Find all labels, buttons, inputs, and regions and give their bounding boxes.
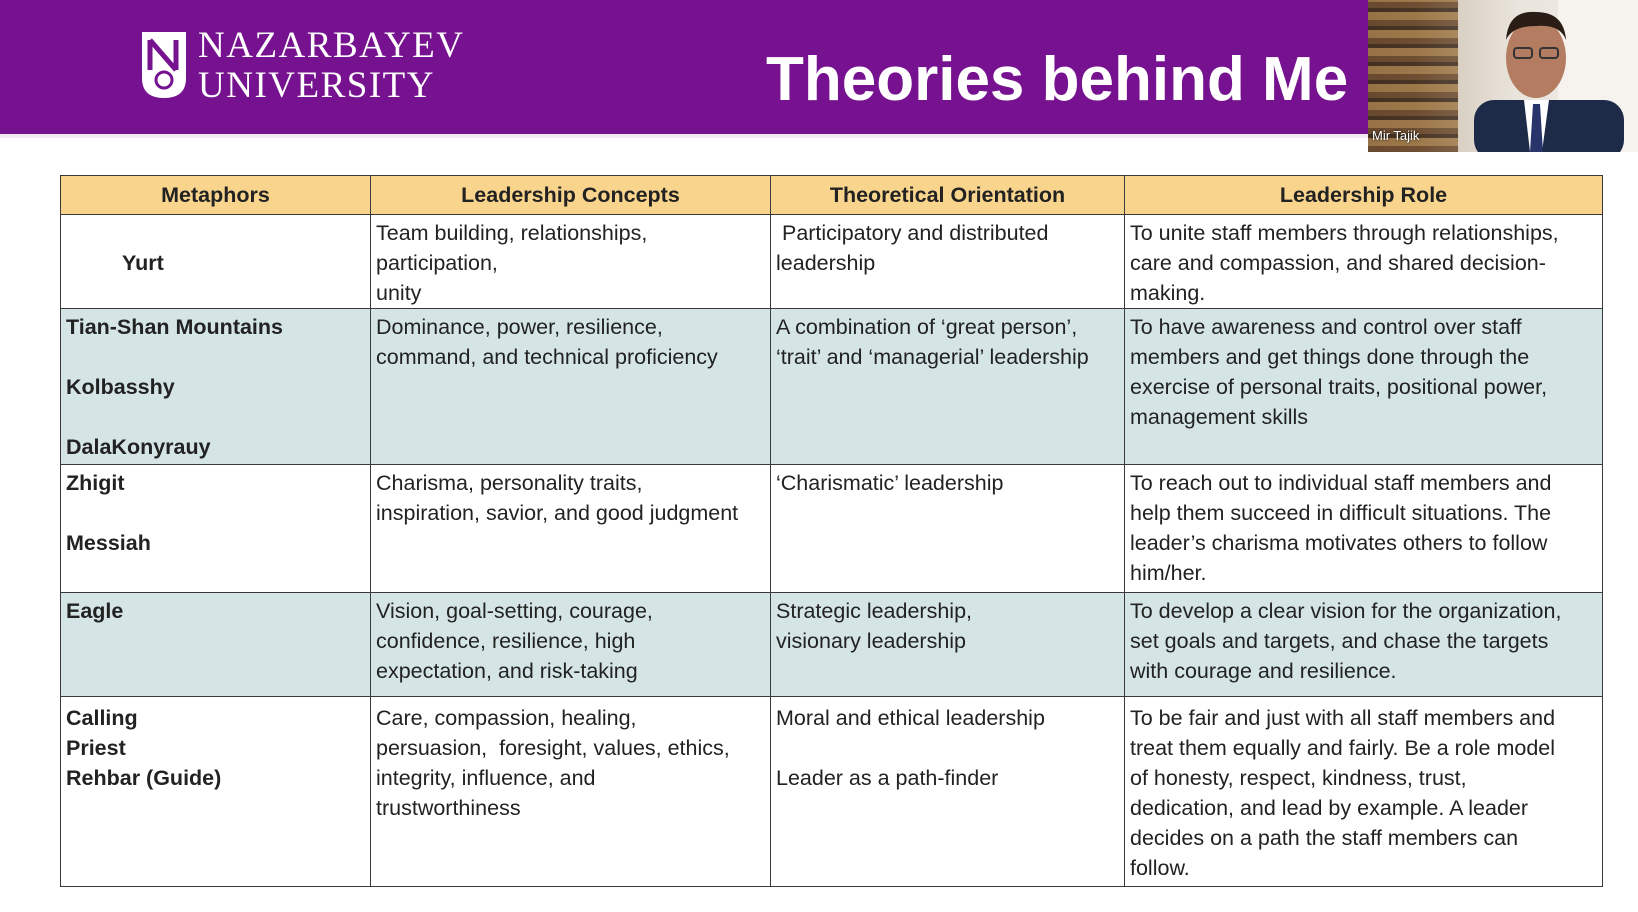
- slide-title: Theories behind Me: [766, 45, 1349, 114]
- role-line: To have awareness and control over staff: [1130, 315, 1522, 339]
- metaphor-label: Rehbar (Guide): [66, 766, 222, 790]
- role-line: making.: [1130, 281, 1206, 305]
- concepts-line: command, and technical proficiency: [376, 345, 718, 369]
- column-header-role: Leadership Role: [1125, 176, 1603, 215]
- metaphor-cell: [61, 697, 371, 887]
- concepts-cell: [371, 697, 771, 887]
- concepts-line: integrity, influence, and: [376, 766, 596, 790]
- role-cell: [1125, 593, 1603, 697]
- concepts-line: trustworthiness: [376, 796, 521, 820]
- metaphor-label: Zhigit: [66, 471, 125, 495]
- role-line: with courage and resilience.: [1130, 659, 1397, 683]
- role-line: To develop a clear vision for the organization,: [1130, 599, 1562, 623]
- role-line: set goals and targets, and chase the targets: [1130, 629, 1549, 653]
- concepts-line: Dominance, power, resilience,: [376, 315, 663, 339]
- role-line: To be fair and just with all staff members and: [1130, 706, 1556, 730]
- concepts-line: Care, compassion, healing,: [376, 706, 637, 730]
- orientation-cell: [771, 309, 1125, 465]
- table-row: [61, 697, 1603, 887]
- university-name-line2: UNIVERSITY: [198, 65, 435, 106]
- role-line: decides on a path the staff members can: [1130, 826, 1519, 850]
- orientation-line: A combination of ‘great person’,: [776, 315, 1078, 339]
- concepts-line: Charisma, personality traits,: [376, 471, 643, 495]
- orientation-line: Leader as a path-finder: [776, 766, 999, 790]
- table-row: [61, 465, 1603, 593]
- column-header-metaphors: Metaphors: [61, 176, 371, 215]
- orientation-cell: [771, 697, 1125, 887]
- table-row: [61, 309, 1603, 465]
- column-header-orientation: Theoretical Orientation: [771, 176, 1125, 215]
- concepts-cell: [371, 465, 771, 593]
- role-line: leader’s charisma motivates others to follow: [1130, 531, 1548, 555]
- metaphor-label: Tian-Shan Mountains: [66, 315, 283, 339]
- orientation-line: visionary leadership: [776, 629, 967, 653]
- concepts-line: unity: [376, 281, 422, 305]
- orientation-cell: [771, 215, 1125, 309]
- spacer: [66, 498, 365, 528]
- spacer: [66, 402, 365, 432]
- table-row: [61, 215, 1603, 309]
- metaphor-cell: [61, 215, 371, 309]
- concepts-line: Team building, relationships,: [376, 221, 648, 245]
- metaphor-label: DalaKonyrauy: [66, 435, 211, 459]
- concepts-line: participation,: [376, 251, 498, 275]
- role-line: To unite staff members through relationships,: [1130, 221, 1559, 245]
- concepts-line: expectation, and risk-taking: [376, 659, 638, 683]
- speaker-name-label: Mir Tajik: [1372, 128, 1420, 143]
- role-line: members and get things done through the: [1130, 345, 1530, 369]
- concepts-cell: [371, 215, 771, 309]
- concepts-line: persuasion, foresight, values, ethics,: [376, 736, 730, 760]
- university-name-line1: NAZARBAYEV: [198, 25, 465, 66]
- orientation-cell: [771, 593, 1125, 697]
- orientation-line: Strategic leadership,: [776, 599, 972, 623]
- nu-logo-icon: [140, 30, 188, 100]
- orientation-line: Moral and ethical leadership: [776, 706, 1045, 730]
- role-line: treat them equally and fairly. Be a role model: [1130, 736, 1556, 760]
- speaker-avatar: [1464, 0, 1624, 152]
- metaphor-label: Yurt: [122, 251, 164, 275]
- role-cell: [1125, 215, 1603, 309]
- university-name: [198, 26, 464, 106]
- spacer: [776, 733, 1119, 763]
- role-line: exercise of personal traits, positional power,: [1130, 375, 1548, 399]
- spacer: [66, 342, 365, 372]
- metaphor-cell: [61, 309, 371, 465]
- orientation-line: ‘trait’ and ‘managerial’ leadership: [776, 345, 1089, 369]
- table-header-row: [61, 176, 1603, 215]
- orientation-line: ‘Charismatic’ leadership: [776, 471, 1004, 495]
- metaphor-label: Calling: [66, 706, 138, 730]
- role-line: of honesty, respect, kindness, trust,: [1130, 766, 1467, 790]
- role-line: care and compassion, and shared decision-: [1130, 251, 1546, 275]
- metaphor-cell: [61, 593, 371, 697]
- role-cell: [1125, 697, 1603, 887]
- concepts-line: Vision, goal-setting, courage,: [376, 599, 653, 623]
- role-line: follow.: [1130, 856, 1190, 880]
- orientation-line: leadership: [776, 251, 876, 275]
- metaphor-label: Kolbasshy: [66, 375, 175, 399]
- concepts-line: inspiration, savior, and good judgment: [376, 501, 739, 525]
- concepts-cell: [371, 593, 771, 697]
- table-row: [61, 593, 1603, 697]
- concepts-cell: [371, 309, 771, 465]
- leadership-theories-table: [60, 175, 1603, 887]
- role-cell: [1125, 465, 1603, 593]
- orientation-line: Participatory and distributed: [776, 221, 1049, 245]
- orientation-cell: [771, 465, 1125, 593]
- metaphor-label: Priest: [66, 736, 126, 760]
- metaphor-label: Eagle: [66, 599, 124, 623]
- concepts-line: confidence, resilience, high: [376, 629, 636, 653]
- role-line: To reach out to individual staff members and: [1130, 471, 1552, 495]
- column-header-concepts: Leadership Concepts: [371, 176, 771, 215]
- role-line: management skills: [1130, 405, 1309, 429]
- metaphor-label: Messiah: [66, 531, 151, 555]
- role-line: help them succeed in difficult situations. The: [1130, 501, 1552, 525]
- role-cell: [1125, 309, 1603, 465]
- role-line: dedication, and lead by example. A leader: [1130, 796, 1529, 820]
- role-line: him/her.: [1130, 561, 1207, 585]
- metaphor-cell: [61, 465, 371, 593]
